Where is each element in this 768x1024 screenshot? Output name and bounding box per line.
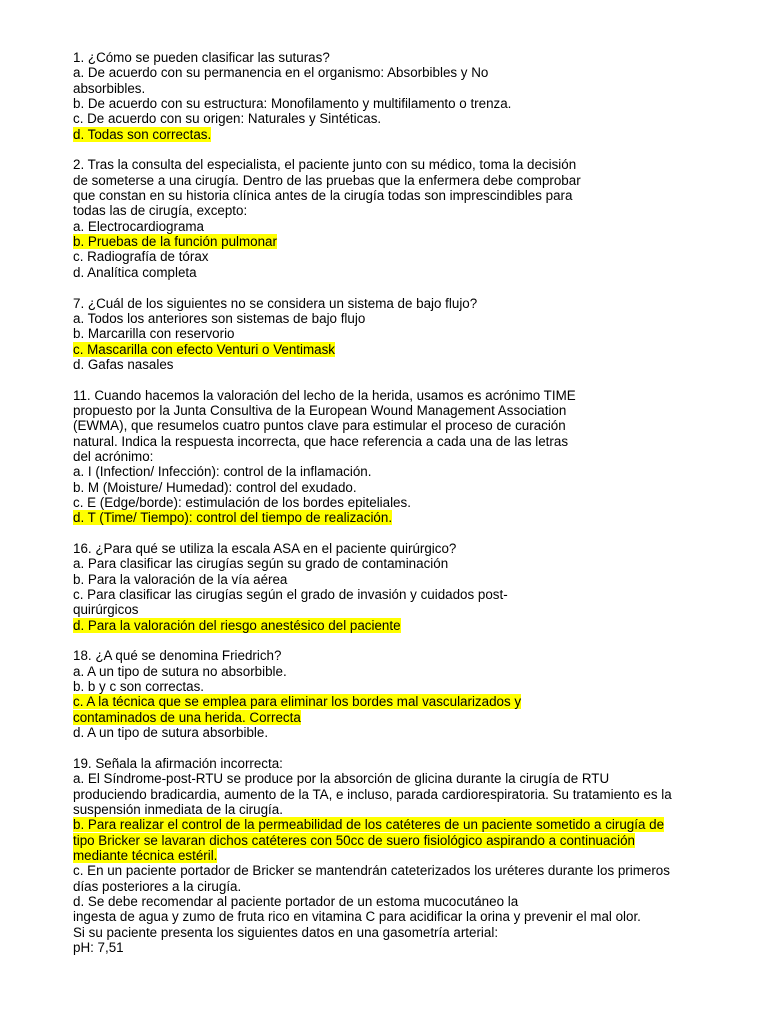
line-text: absorbibles. <box>73 80 146 96</box>
line-text: quirúrgicos <box>73 602 139 618</box>
text-line <box>73 357 723 372</box>
line-text: 2. Tras la consulta del especialista, el paciente junto con su médico, toma la decisión <box>73 157 577 173</box>
text-line <box>73 510 723 525</box>
line-text: pH: 7,51 <box>73 939 124 955</box>
line-text: de someterse a una cirugía. Dentro de las pruebas que la enfermera debe comprobar <box>73 172 581 188</box>
line-text: 18. ¿A qué se denomina Friedrich? <box>73 648 282 664</box>
question-block <box>73 756 723 955</box>
highlighted-answer-text: contaminados de una herida. Correcta <box>73 709 301 725</box>
question-line <box>73 388 723 403</box>
text-line <box>73 480 723 495</box>
text-line <box>73 664 723 679</box>
line-text: 16. ¿Para qué se utiliza la escala ASA en el paciente quirúrgico? <box>73 541 457 556</box>
text-line <box>73 863 723 878</box>
question-block <box>73 388 723 526</box>
block-spacer <box>73 740 723 755</box>
line-text: ingesta de agua y zumo de fruta rico en vitamina C para acidificar la orina y prevenir el mal olor. <box>73 909 641 925</box>
text-line <box>73 725 723 740</box>
text-line <box>73 326 723 341</box>
highlighted-answer-text: c. Mascarilla con efecto Venturi o Ventimask <box>73 341 335 357</box>
line-text: 1. ¿Cómo se pueden clasificar las suturas? <box>73 50 330 65</box>
line-text: 7. ¿Cuál de los siguientes no se considera un sistema de bajo flujo? <box>73 295 478 311</box>
document-page <box>73 50 723 955</box>
question-line <box>73 157 723 172</box>
highlighted-answer-text: d. Todas son correctas. <box>73 126 212 142</box>
text-line <box>73 188 723 203</box>
text-line <box>73 65 723 80</box>
text-line <box>73 833 723 848</box>
line-text: b. De acuerdo con su estructura: Monofilamento y multifilamento o trenza. <box>73 96 512 112</box>
block-spacer <box>73 142 723 157</box>
text-line <box>73 96 723 111</box>
highlighted-answer-text: b. Para realizar el control de la permeabilidad de los catéteres de un paciente sometido a cirugía de <box>73 817 665 833</box>
line-text: suspensión inmediata de la cirugía. <box>73 801 283 817</box>
block-spacer <box>73 633 723 648</box>
line-text: c. E (Edge/borde): estimulación de los bordes epiteliales. <box>73 494 411 510</box>
question-line <box>73 756 723 771</box>
highlighted-answer-text: tipo Bricker se lavaran dichos catéteres con 50cc de suero fisiológico aspirando a continuación <box>73 832 635 848</box>
text-line <box>73 249 723 264</box>
line-text: a. El Síndrome-post-RTU se produce por la absorción de glicina durante la cirugía de RTU <box>73 771 610 787</box>
highlighted-answer-text: c. A la técnica que se emplea para eliminar los bordes mal vascularizados y <box>73 694 522 710</box>
text-line <box>73 602 723 617</box>
text-line <box>73 449 723 464</box>
highlighted-answer-text: d. T (Time/ Tiempo): control del tiempo de realización. <box>73 510 393 526</box>
line-text: 11. Cuando hacemos la valoración del lecho de la herida, usamos es acrónimo TIME <box>73 387 576 403</box>
text-line <box>73 265 723 280</box>
text-line <box>73 694 723 709</box>
text-line <box>73 587 723 602</box>
question-line <box>73 296 723 311</box>
question-line <box>73 50 723 65</box>
highlighted-answer-text: mediante técnica estéril. <box>73 847 218 863</box>
text-line <box>73 556 723 571</box>
line-text: d. Gafas nasales <box>73 356 174 372</box>
text-line <box>73 710 723 725</box>
line-text: b. b y c son correctas. <box>73 679 204 695</box>
block-spacer <box>73 372 723 387</box>
text-line <box>73 771 723 786</box>
text-line <box>73 909 723 924</box>
line-text: a. Todos los anteriores son sistemas de bajo flujo <box>73 310 366 326</box>
question-block <box>73 648 723 740</box>
question-block <box>73 50 723 142</box>
question-line <box>73 541 723 556</box>
question-block <box>73 541 723 633</box>
line-text: produciendo bradicardia, aumento de la TA, e incluso, parada cardiorespiratoria. Su tratamiento es la <box>73 786 672 802</box>
text-line <box>73 879 723 894</box>
line-text: d. Analítica completa <box>73 264 197 280</box>
text-line <box>73 940 723 955</box>
line-text: que constan en su historia clínica antes de la cirugía todas son imprescindibles para <box>73 188 573 204</box>
line-text: c. De acuerdo con su origen: Naturales y Sintéticas. <box>73 111 382 127</box>
text-line <box>73 203 723 218</box>
line-text: a. A un tipo de sutura no absorbible. <box>73 663 287 679</box>
line-text: Si su paciente presenta los siguientes datos en una gasometría arterial: <box>73 924 499 940</box>
line-text: c. Para clasificar las cirugías según el grado de invasión y cuidados post- <box>73 587 508 603</box>
text-line <box>73 111 723 126</box>
text-line <box>73 173 723 188</box>
line-text: d. Se debe recomendar al paciente portador de un estoma mucocutáneo la <box>73 893 519 909</box>
text-line <box>73 572 723 587</box>
question-line <box>73 648 723 663</box>
line-text: natural. Indica la respuesta incorrecta, que hace referencia a cada una de las letras <box>73 433 569 449</box>
line-text: c. Radiografía de tórax <box>73 249 209 265</box>
text-line <box>73 925 723 940</box>
text-line <box>73 418 723 433</box>
line-text: días posteriores a la cirugía. <box>73 878 242 894</box>
line-text: del acrónimo: <box>73 448 154 464</box>
line-text: propuesto por la Junta Consultiva de la European Wound Management Association <box>73 402 567 418</box>
text-line <box>73 219 723 234</box>
line-text: b. M (Moisture/ Humedad): control del exudado. <box>73 479 357 495</box>
text-line <box>73 894 723 909</box>
text-line <box>73 342 723 357</box>
line-text: a. Para clasificar las cirugías según su grado de contaminación <box>73 556 449 572</box>
line-text: d. A un tipo de sutura absorbible. <box>73 725 269 741</box>
line-text: b. Para la valoración de la vía aérea <box>73 571 288 587</box>
text-line <box>73 848 723 863</box>
text-line <box>73 679 723 694</box>
text-line <box>73 403 723 418</box>
text-line <box>73 464 723 479</box>
block-spacer <box>73 280 723 295</box>
line-text: a. Electrocardiograma <box>73 218 204 234</box>
line-text: a. De acuerdo con su permanencia en el organismo: Absorbibles y No <box>73 65 489 81</box>
text-line <box>73 495 723 510</box>
text-line <box>73 817 723 832</box>
line-text: c. En un paciente portador de Bricker se mantendrán cateterizados los uréteres durante los primeros <box>73 863 670 879</box>
line-text: a. I (Infection/ Infección): control de la inflamación. <box>73 464 372 480</box>
text-line <box>73 802 723 817</box>
text-line <box>73 618 723 633</box>
text-line <box>73 127 723 142</box>
highlighted-answer-text: b. Pruebas de la función pulmonar <box>73 234 277 250</box>
text-line <box>73 234 723 249</box>
text-line <box>73 787 723 802</box>
block-spacer <box>73 526 723 541</box>
question-block <box>73 157 723 280</box>
text-line <box>73 311 723 326</box>
question-block <box>73 296 723 373</box>
highlighted-answer-text: d. Para la valoración del riesgo anestésico del paciente <box>73 617 401 633</box>
text-line <box>73 434 723 449</box>
line-text: b. Marcarilla con reservorio <box>73 326 235 342</box>
line-text: (EWMA), que resumelos cuatro puntos clave para estimular el proceso de curación <box>73 418 566 434</box>
line-text: 19. Señala la afirmación incorrecta: <box>73 755 283 771</box>
line-text: todas las de cirugía, excepto: <box>73 203 248 219</box>
text-line <box>73 81 723 96</box>
